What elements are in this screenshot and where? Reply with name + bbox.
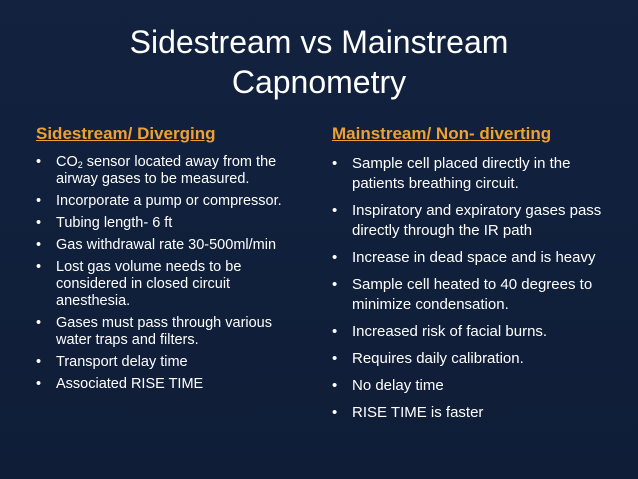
bullet-icon: •: [332, 202, 338, 219]
list-item-text: RISE TIME is faster: [352, 404, 484, 421]
list-item: [36, 193, 306, 210]
list-item: [36, 376, 306, 393]
bullet-icon: •: [332, 155, 338, 172]
bullet-icon: •: [332, 377, 338, 394]
list-item-text: Requires daily calibration.: [352, 350, 524, 367]
list-item-text: Tubing length- 6 ft: [56, 215, 173, 231]
bullet-icon: •: [36, 154, 42, 170]
title-line-1: Sidestream vs Mainstream: [129, 24, 509, 60]
bullet-icon: •: [36, 259, 42, 275]
list-item: [36, 315, 306, 349]
list-item: [332, 376, 622, 396]
list-item: [332, 403, 622, 423]
bullet-icon: •: [36, 315, 42, 331]
bullet-icon: •: [36, 237, 42, 253]
list-item-text: Associated RISE TIME: [56, 376, 204, 392]
list-item-text: Transport delay time: [56, 354, 188, 370]
bullet-icon: •: [36, 376, 42, 392]
list-item: [332, 322, 622, 342]
list-item: [332, 201, 622, 241]
bullet-icon: •: [36, 193, 42, 209]
bullet-icon: •: [36, 354, 42, 370]
list-item-text: Increase in dead space and is heavy: [352, 249, 596, 266]
list-item: [36, 354, 306, 371]
list-item-text: No delay time: [352, 377, 444, 394]
co2-text: $CO_2$ sensor located away from the airway gases to be measured.: [56, 154, 277, 187]
bullet-icon: •: [332, 276, 338, 293]
list-item: [332, 154, 622, 194]
list-item: [332, 275, 622, 315]
list-item-text: Incorporate a pump or compressor.: [56, 193, 282, 209]
mainstream-heading: Mainstream/ Non- diverting: [332, 124, 552, 143]
bullet-icon: •: [332, 350, 338, 367]
bullet-icon: •: [332, 323, 338, 340]
bullet-icon: •: [332, 404, 338, 421]
list-item-text: Sample cell heated to 40 degrees to minimize condensation.: [352, 276, 593, 313]
list-item: [36, 154, 306, 188]
list-item-text: Lost gas volume needs to be considered in closed circuit anesthesia.: [56, 259, 242, 309]
slide-title: [0, 22, 638, 102]
mainstream-list: [332, 154, 622, 423]
bullet-icon: •: [36, 215, 42, 231]
bullet-icon: •: [332, 249, 338, 266]
title-line-2: Capnometry: [231, 64, 407, 100]
list-item: [36, 259, 306, 310]
sidestream-heading: Sidestream/ Diverging: [36, 124, 216, 143]
list-item-text: Inspiratory and expiratory gases pass directly through the IR path: [352, 202, 602, 239]
list-item-text: Sample cell placed directly in the patients breathing circuit.: [352, 155, 571, 192]
list-item: [332, 349, 622, 369]
sidestream-column: [36, 124, 306, 398]
list-item-text: Gas withdrawal rate 30-500ml/min: [56, 237, 277, 253]
list-item: [36, 215, 306, 232]
list-item: [332, 248, 622, 268]
list-item-text: Increased risk of facial burns.: [352, 323, 548, 340]
mainstream-column: [332, 124, 622, 430]
list-item-text: Gases must pass through various water traps and filters.: [56, 315, 272, 348]
list-item: [36, 237, 306, 254]
sidestream-list: [36, 154, 306, 393]
